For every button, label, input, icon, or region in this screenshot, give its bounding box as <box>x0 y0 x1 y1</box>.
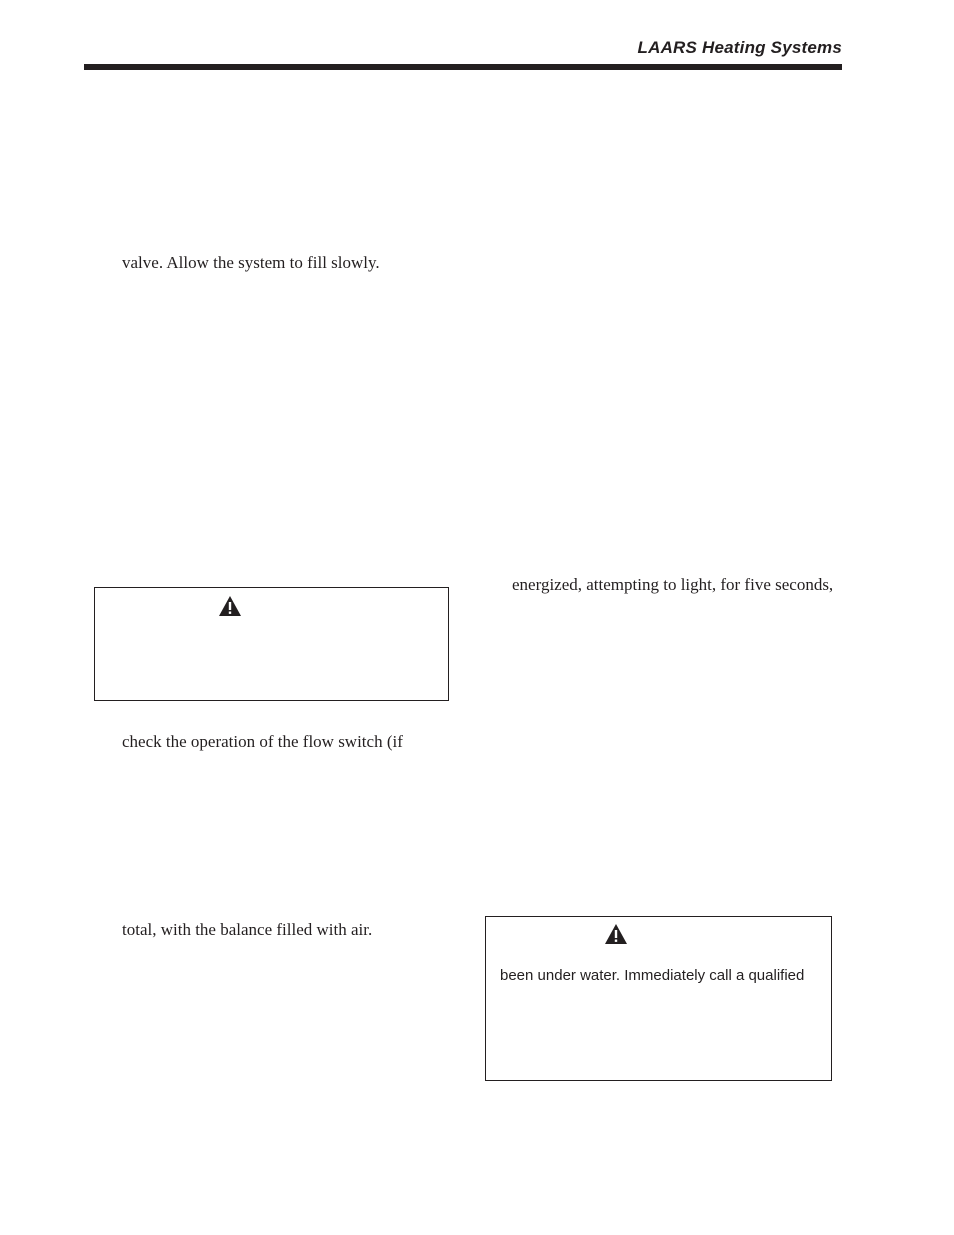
warning-triangle-icon <box>218 595 242 617</box>
body-text-energized: energized, attempting to light, for five seconds, <box>512 575 834 594</box>
header-title: LAARS Heating Systems <box>637 38 842 57</box>
body-text-flow-switch: check the operation of the flow switch (if <box>122 732 403 751</box>
warning-box-right <box>485 916 832 1081</box>
body-text-fill-slowly: valve. Allow the system to fill slowly. <box>122 253 380 272</box>
warning-text-under-water: been under water. Immediately call a qualified <box>500 967 805 984</box>
warning-triangle-icon <box>604 923 628 945</box>
warning-box-left <box>94 587 449 701</box>
header-rule <box>84 64 842 70</box>
body-text-air-balance: total, with the balance filled with air. <box>122 920 373 939</box>
